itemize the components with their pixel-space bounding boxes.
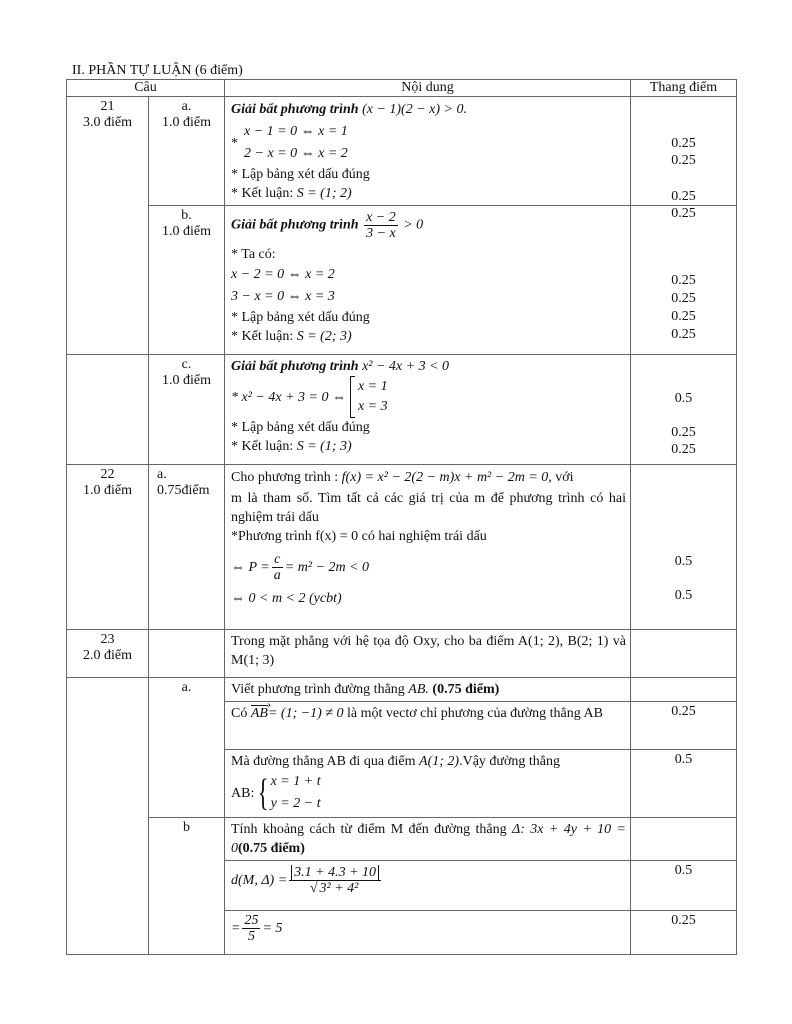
score: 0.25 <box>671 206 696 221</box>
table-row <box>67 465 737 630</box>
q21c-equation: * x² − 4x + 3 = 0 ⇔ <box>231 389 346 405</box>
q21b-content <box>225 206 631 355</box>
q21b-rhs: > 0 <box>403 217 424 233</box>
q23a-step2-text: Mà đường thẳng AB đi qua điểm <box>231 754 416 769</box>
q21b-points: 1.0 điểm <box>162 224 211 239</box>
table-row <box>67 818 737 861</box>
q21c-label: c. <box>181 357 192 372</box>
q23a-vector-value: = (1; −1) ≠ 0 <box>267 706 344 721</box>
table-row <box>67 630 737 678</box>
q21b-title: Giải bất phương trình <box>231 217 359 233</box>
q23a-param-x: x = 1 + t <box>270 774 321 789</box>
q23-cell <box>67 630 149 678</box>
score: 0.25 <box>671 913 696 928</box>
vector-ab: AB › <box>251 704 268 723</box>
q22a-function: f(x) = x² − 2(2 − m)x + m² − 2m = 0 <box>341 470 549 485</box>
q21b-line3: 3 − x = 0 ⇔ x = 3 <box>231 289 335 304</box>
q23b-step1-score-cell <box>631 861 737 911</box>
q21b-fraction <box>364 210 398 241</box>
q21b-conclusion: * Kết luận: <box>231 329 294 344</box>
q22a-fraction <box>272 552 283 583</box>
q23b-step1 <box>225 861 631 911</box>
q23-intro <box>225 630 631 678</box>
fraction-denominator: 3² + 4² <box>319 881 359 896</box>
score: 0.25 <box>671 153 696 168</box>
fraction-numerator: 25 <box>244 913 259 928</box>
q23a-parametric <box>254 771 320 815</box>
q23b-cell <box>149 818 225 955</box>
q21a-line3: * Lập bảng xét dấu đúng <box>231 167 370 182</box>
score: 0.25 <box>671 291 696 306</box>
score: 0.25 <box>671 273 696 288</box>
q23a-step2 <box>225 750 631 818</box>
q22-points: 1.0 điểm <box>83 483 132 498</box>
fraction-denominator: a <box>273 568 281 583</box>
score: 0.25 <box>671 425 696 440</box>
empty-cell <box>67 678 149 955</box>
q23b-label: b <box>183 820 190 835</box>
q21a-content <box>225 97 631 206</box>
q23-points: 2.0 điểm <box>83 648 132 663</box>
q22a-score-cell <box>631 465 737 630</box>
q21a-points: 1.0 điểm <box>162 115 211 130</box>
q21b-solution: S = (2; 3) <box>296 329 352 344</box>
empty-cell <box>67 355 149 465</box>
q21a-line1: x − 1 = 0 ⇔ x = 1 <box>244 124 348 139</box>
q22a-content <box>225 465 631 630</box>
q21c-cell <box>149 355 225 465</box>
q21c-roots <box>350 376 388 418</box>
q23b-title <box>225 818 631 861</box>
q21a-label: a. <box>181 99 192 114</box>
q23a-step1-tail: là một vectơ chỉ phương của đường thẳng AB <box>347 706 603 721</box>
score: 0.5 <box>674 391 693 406</box>
q22a-task: m là tham số. Tìm tất cả các giá trị của m để phương trình có hai nghiệm trái dấu <box>231 491 626 525</box>
q23a-line-label: AB: <box>231 785 255 801</box>
score: 0.5 <box>674 554 693 569</box>
score: 0.25 <box>671 442 696 457</box>
table-row <box>67 206 737 355</box>
q22a-condition: *Phương trình f(x) = 0 có hai nghiệm trái dấu <box>231 529 487 544</box>
q23b-result-fraction <box>242 913 260 944</box>
q23b-equals: = <box>231 921 241 936</box>
q22a-label: a. <box>157 467 167 482</box>
score: 0.25 <box>671 189 696 204</box>
score: 0.5 <box>674 863 693 878</box>
q23a-step1-score-cell <box>631 702 737 750</box>
q21b-line4: * Lập bảng xét dấu đúng <box>231 310 370 325</box>
fraction-numerator: 3.1 + 4.3 + 10 <box>291 865 379 880</box>
q23a-title-points: (0.75 điểm) <box>432 682 500 697</box>
q21c-content <box>225 355 631 465</box>
section-title: II. PHẦN TỰ LUẬN (6 điểm) <box>72 63 243 78</box>
q21c-root1: x = 1 <box>357 379 388 394</box>
q22a-cell <box>149 465 225 630</box>
q23a-param-y: y = 2 − t <box>270 796 321 811</box>
q23-intro-text: Trong mặt phẳng với hệ tọa độ Oxy, cho ba điểm A(1; 2), B(2; 1) và M(1; 3) <box>231 634 626 668</box>
empty-cell <box>631 818 737 861</box>
empty-cell <box>149 630 225 678</box>
q21b-cell <box>149 206 225 355</box>
q23a-step2-score-cell <box>631 750 737 818</box>
q23a-step1 <box>225 702 631 750</box>
empty-cell <box>631 630 737 678</box>
q21c-root2: x = 3 <box>357 399 388 414</box>
q23a-label: a. <box>181 680 192 695</box>
q21a-title: Giải bất phương trình <box>231 102 359 117</box>
q21a-score-cell <box>631 97 737 221</box>
table-header <box>67 80 737 97</box>
q23b-title-text: Tính khoảng cách từ điểm M đến đường thẳng <box>231 822 507 837</box>
q21c-points: 1.0 điểm <box>162 373 211 388</box>
q22-number: 22 <box>100 467 115 482</box>
q23b-step2-score-cell <box>631 911 737 955</box>
q22a-product-tail: = m² − 2m < 0 <box>284 560 370 575</box>
q22a-intro: Cho phương trình : <box>231 470 339 485</box>
q23a-title <box>225 678 631 702</box>
q21-points: 3.0 điểm <box>83 115 132 130</box>
table-row <box>67 355 737 465</box>
q21a-conclusion: * Kết luận: <box>231 186 294 201</box>
q23a-line-name: AB. <box>408 682 429 697</box>
q23b-result: = 5 <box>262 921 283 936</box>
q23a-cell <box>149 678 225 818</box>
q23a-title-text: Viết phương trình đường thẳng <box>231 682 405 697</box>
q22a-intro-tail: , với <box>548 470 574 485</box>
q21c-expr: x² − 4x + 3 < 0 <box>362 359 450 374</box>
q22a-product-prefix: ⇔ P = <box>231 560 270 575</box>
q23a-point-a: A(1; 2) <box>419 754 460 769</box>
q21a-line2: 2 − x = 0 ⇔ x = 2 <box>244 146 348 161</box>
fraction-numerator: c <box>272 552 283 568</box>
score: 0.25 <box>671 327 696 342</box>
q23-number: 23 <box>100 632 115 647</box>
table-row <box>67 97 737 206</box>
q22-cell <box>67 465 149 630</box>
q22a-result: ⇔ 0 < m < 2 (ycbt) <box>231 591 342 606</box>
q23b-distance-lhs: d(M, Δ) = <box>231 873 288 888</box>
brace-icon: { <box>257 772 269 814</box>
q21a-cell <box>149 97 225 206</box>
q23b-step2 <box>225 911 631 955</box>
score: 0.25 <box>671 136 696 151</box>
score: 0.25 <box>671 704 696 719</box>
q21b-line1: * Ta có: <box>231 247 276 262</box>
header-cau: Câu <box>67 80 225 97</box>
q21a-star: * <box>231 135 238 151</box>
q21a-expr: (x − 1)(2 − x) > 0. <box>362 102 467 117</box>
answer-table <box>66 79 737 955</box>
header-thangdiem: Thang điểm <box>631 80 737 97</box>
q21c-solution: S = (1; 3) <box>296 439 352 454</box>
fraction-denominator: 5 <box>247 929 255 944</box>
q21-number: 21 <box>100 99 115 114</box>
q21c-conclusion: * Kết luận: <box>231 439 294 454</box>
score: 0.5 <box>674 588 693 603</box>
q21c-score-cell <box>631 355 737 465</box>
q21a-solution: S = (1; 2) <box>296 186 352 201</box>
q23b-title-points: (0.75 điểm) <box>238 841 305 856</box>
q22a-points: 0.75điểm <box>157 483 210 498</box>
score: 0.25 <box>671 309 696 324</box>
fraction-denominator: 3 − x <box>366 226 396 241</box>
fraction-numerator: x − 2 <box>366 210 396 225</box>
q21b-label: b. <box>181 208 192 223</box>
header-noidung: Nội dung <box>225 80 631 97</box>
q23a-step1-prefix: Có <box>231 706 248 721</box>
empty-cell <box>631 678 737 702</box>
q23b-distance-fraction <box>289 865 381 896</box>
q23a-step2-tail: .Vậy đường thẳng <box>459 754 560 769</box>
score: 0.5 <box>674 752 693 767</box>
q21b-score-cell <box>631 206 737 355</box>
sqrt-icon: √ <box>309 881 318 896</box>
q21-cell <box>67 97 149 355</box>
q21c-title: Giải bất phương trình <box>231 359 359 374</box>
bracket-icon <box>350 376 355 418</box>
q23b-line-delta: Δ: 3x + 4y + 10 = 0 <box>231 822 626 856</box>
q21c-line2: * Lập bảng xét dấu đúng <box>231 420 370 435</box>
q21b-line2: x − 2 = 0 ⇔ x = 2 <box>231 267 335 282</box>
table-row <box>67 678 737 702</box>
